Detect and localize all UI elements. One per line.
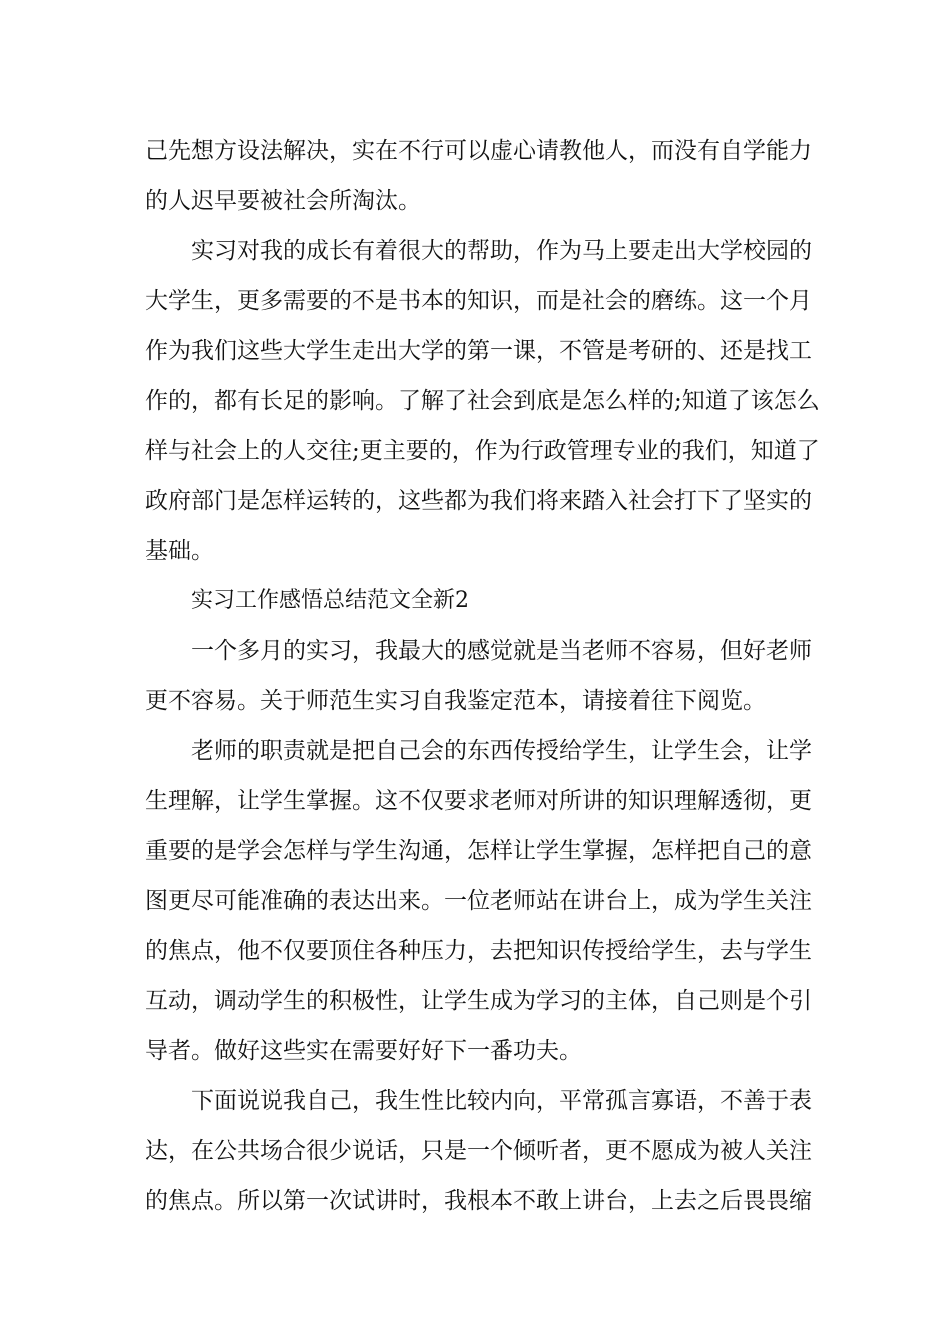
text-line: 己先想方设法解决，实在不行可以虚心请教他人，而没有自学能力 [145,138,812,164]
text-line: 图更尽可能准确的表达出来。一位老师站在讲台上，成为学生关注 [145,888,812,914]
text-line: 作的，都有长足的影响。了解了社会到底是怎么样的;知道了该怎么 [145,388,820,414]
text-line: 更不容易。关于师范生实习自我鉴定范本，请接着往下阅览。 [145,688,766,714]
text-line: 的焦点。所以第一次试讲时，我根本不敢上讲台，上去之后畏畏缩 [145,1188,812,1214]
text-line: 导者。做好这些实在需要好好下一番功夫。 [145,1038,582,1064]
text-line: 互动，调动学生的积极性，让学生成为学习的主体，自己则是个引 [145,988,812,1014]
text-line: 作为我们这些大学生走出大学的第一课，不管是考研的、还是找工 [145,338,812,364]
text-line: 的人迟早要被社会所淘汰。 [145,188,421,214]
paragraph-first-line: 实习对我的成长有着很大的帮助，作为马上要走出大学校园的 [191,238,812,264]
text-line: 的焦点，他不仅要顶住各种压力，去把知识传授给学生，去与学生 [145,938,812,964]
text-line: 基础。 [145,538,214,564]
text-line: 样与社会上的人交往;更主要的，作为行政管理专业的我们，知道了 [145,438,820,464]
text-line: 政府部门是怎样运转的，这些都为我们将来踏入社会打下了坚实的 [145,488,812,514]
text-line: 大学生，更多需要的不是书本的知识，而是社会的磨练。这一个月 [145,288,812,314]
paragraph-first-line: 下面说说我自己，我生性比较内向，平常孤言寡语，不善于表 [191,1088,812,1114]
paragraph-first-line: 老师的职责就是把自己会的东西传授给学生，让学生会，让学 [191,738,812,764]
paragraph-first-line: 一个多月的实习，我最大的感觉就是当老师不容易，但好老师 [191,638,812,664]
text-line: 重要的是学会怎样与学生沟通，怎样让学生掌握，怎样把自己的意 [145,838,812,864]
text-line: 达，在公共场合很少说话，只是一个倾听者，更不愿成为被人关注 [145,1138,812,1164]
text-line: 生理解，让学生掌握。这不仅要求老师对所讲的知识理解透彻，更 [145,788,812,814]
section-heading: 实习工作感悟总结范文全新2 [191,588,469,613]
